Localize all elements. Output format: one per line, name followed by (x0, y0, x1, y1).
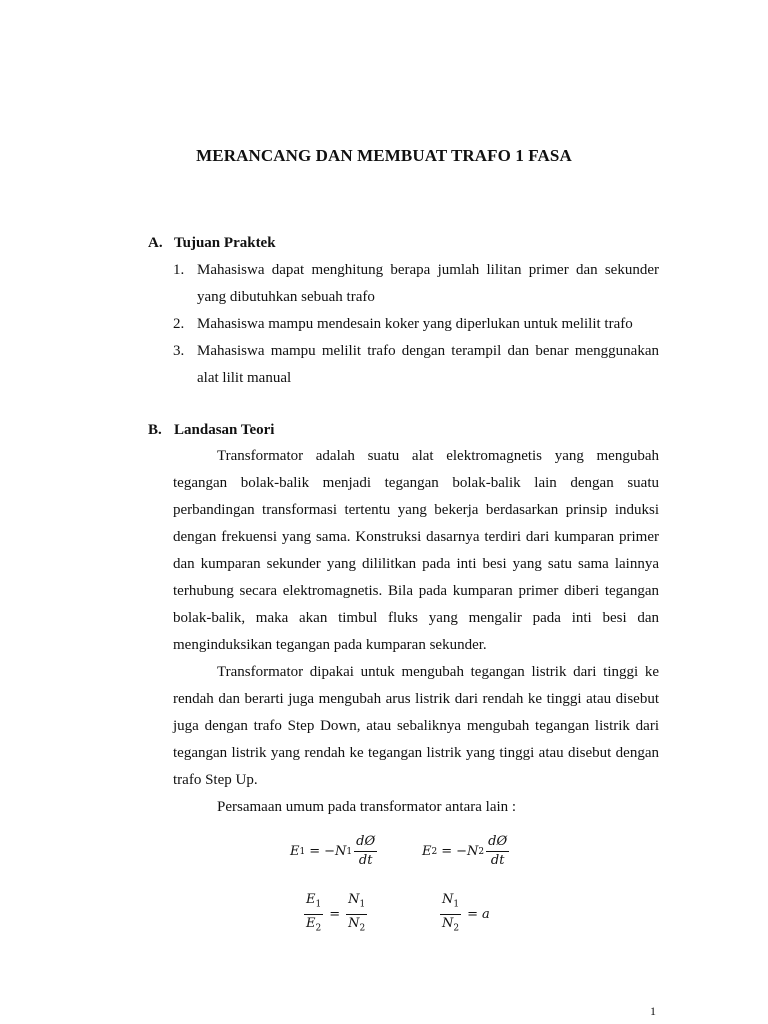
paragraph: Transformator dipakai untuk mengubah tegangan listrik dari tinggi ke rendah dan berarti juga mengubah arus listrik dari rendah ke tinggi atau disebut juga dengan trafo Step Down, atau sebaliknya mengubah tegangan listrik dari tegangan listrik yang rendah ke tegangan listrik yang tinggi atau disebut dengan trafo Step Up. (173, 664, 659, 788)
eq-operator: = (309, 844, 321, 859)
eq-symbol: E (290, 844, 300, 859)
eq-symbol: E (306, 915, 316, 931)
eq-operator: = (329, 906, 341, 922)
list-item-text: Mahasiswa mampu melilit trafo dengan terampil dan benar menggunakan alat lilit manual (197, 343, 659, 386)
eq-fraction (346, 892, 367, 936)
eq-symbol: a (482, 906, 490, 922)
document-title: MERANCANG DAN MEMBUAT TRAFO 1 FASA (196, 146, 572, 165)
eq-symbol: N (467, 844, 479, 859)
list-item (173, 257, 659, 311)
eq-subscript: 2 (453, 923, 460, 934)
fraction-denominator (440, 915, 461, 937)
equation-e1 (290, 834, 379, 869)
eq-subscript: 2 (431, 846, 438, 857)
list-item-number: 3. (173, 343, 185, 359)
fraction-numerator (304, 892, 323, 915)
eq-fraction (354, 834, 377, 869)
eq-operator: = (441, 844, 453, 859)
section-b-heading (148, 422, 274, 439)
list-item-number: 1. (173, 262, 185, 278)
objectives-list (173, 257, 659, 392)
eq-subscript: 1 (315, 899, 322, 910)
fraction-numerator (346, 892, 367, 915)
eq-fraction (486, 834, 509, 869)
paragraph: Persamaan umum pada transformator antara lain : (217, 799, 517, 815)
eq-subscript: 1 (359, 899, 366, 910)
list-item-text: Mahasiswa mampu mendesain koker yang diperlukan untuk melilit trafo (197, 316, 633, 332)
list-item-text: Mahasiswa dapat menghitung berapa jumlah lilitan primer dan sekunder yang dibutuhkan sebuah trafo (197, 262, 659, 305)
equation-ratio-e (302, 892, 369, 936)
list-item-number: 2. (173, 316, 185, 332)
eq-subscript: 2 (478, 846, 485, 857)
eq-subscript: 2 (315, 923, 322, 934)
section-a-heading (148, 235, 276, 252)
eq-symbol: N (348, 892, 360, 907)
fraction-denominator (304, 915, 323, 937)
eq-subscript: 1 (346, 846, 353, 857)
fraction-numerator (440, 892, 461, 915)
eq-symbol: N (348, 915, 360, 931)
eq-symbol: E (306, 892, 316, 907)
eq-operator: − (456, 844, 468, 859)
equation-ratio-n (438, 892, 490, 936)
section-b-title: Landasan Teori (174, 422, 275, 438)
eq-operator: − (324, 844, 336, 859)
theory-body (173, 443, 659, 821)
eq-symbol: E (422, 844, 432, 859)
fraction-numerator: dØ (354, 834, 377, 852)
fraction-denominator: dt (358, 853, 373, 868)
section-b-letter: B. (148, 422, 162, 438)
list-item (173, 311, 659, 338)
fraction-numerator: dØ (486, 834, 509, 852)
eq-subscript: 1 (299, 846, 306, 857)
eq-fraction (304, 892, 323, 936)
eq-symbol: N (335, 844, 347, 859)
list-item (173, 338, 659, 392)
eq-symbol: N (442, 892, 454, 907)
page-number: 1 (650, 1004, 656, 1018)
section-a-title: Tujuan Praktek (174, 235, 276, 251)
fraction-denominator: dt (490, 853, 505, 868)
eq-operator: = (467, 906, 479, 922)
eq-subscript: 1 (453, 899, 460, 910)
eq-fraction (440, 892, 461, 936)
equation-e2 (422, 834, 511, 869)
eq-subscript: 2 (359, 923, 366, 934)
eq-symbol: N (442, 915, 454, 931)
fraction-denominator (346, 915, 367, 937)
section-a-letter: A. (148, 235, 163, 251)
paragraph: Transformator adalah suatu alat elektromagnetis yang mengubah tegangan bolak-balik menjadi tegangan bolak-balik lain dengan suatu perbandingan transformasi tertentu yang bekerja berdasarkan prinsip induksi dengan frekuensi yang sama. Konstruksi dasarnya terdiri dari kumparan primer dan kumparan sekunder yang dililitkan pada inti besi yang satu sama lainnya terhubung secara elektromagnetis. Bila pada kumparan primer diberi tegangan bolak-balik, maka akan timbul fluks yang mengalir pada inti besi dan menginduksikan tegangan pada kumparan sekunder. (173, 448, 659, 653)
